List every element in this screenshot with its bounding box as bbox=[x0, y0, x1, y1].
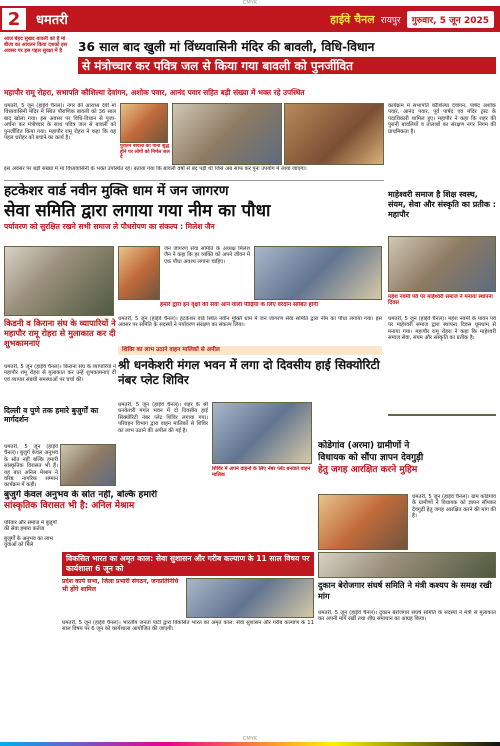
hsrp-body: धमतरी, 5 जून (हाईवे चैनल)। शहर के श्री धनकेशरी मंगल भवन में दो दिवसीय हाई सिक्योरिटी नंबर प्लेट शिविर लगाया गया। परिवहन विभाग द्वारा वाहन मालिकों से शिविर का लाभ उठाने की अपील की गई है। bbox=[118, 402, 208, 434]
lead-side-quote: आज बेहद सुखद बावली को है मां बीजा का आयतन किया दशकों इस अवसर पर इस पहल सुरक्षा में है bbox=[4, 36, 67, 55]
hsrp-highlight: शिविर का लाभ उठाने वाहन मालिकों से अपील bbox=[118, 346, 382, 356]
page-number: 2 bbox=[0, 6, 28, 32]
second-photo-group bbox=[4, 246, 114, 316]
hsrp-photo bbox=[212, 402, 312, 464]
kokhera-headline-block: कोडेगांव (अरमा) ग्रामीणों ने विधायक को सौंपा ज्ञापन देवगुड़ी हेतु जगह आरक्षित करने मुहिम bbox=[318, 441, 424, 475]
lead-subhead: महापौर रामू रोहरा, सभापति कौशिल्या देवांगन, अशोक पवार, आनंद पवार सहित बड़ी संख्या में भक्त रहे उपस्थित bbox=[4, 88, 305, 97]
bjp-banner: विकसित भारत का अमृत काल: सेवा सुशासन और गरीब कल्याण के 11 साल विषय पर कार्यशाला 6 जून को bbox=[62, 552, 314, 576]
print-mark: CMYK bbox=[242, 0, 258, 6]
section-title: धमतरी bbox=[36, 13, 68, 28]
brand-name: हाईवे चैनल bbox=[330, 12, 375, 26]
elderly-headline: बुजुर्ग केवल अनुभव के स्रोत नहीं, बल्कि हमारी सांस्कृतिक विरासत भी है: अनिल मेश्राम bbox=[4, 490, 158, 511]
elderly-bullet: बुजुर्गों के अनुभव का लाभ युवाओं को मिले bbox=[4, 535, 53, 549]
issue-date: गुरुवार, 5 जून 2025 bbox=[407, 11, 494, 28]
lead-column-2: इस अवसर पर बड़ी संख्या में मां विंध्यवासिनी के भक्त उपस्थित रहे। बताया गया कि बावली वर्षों से बंद पड़ी थी जिसे अब साफ कर पुनः उपयोग में लाया जाएगा। bbox=[4, 166, 307, 172]
lead-photo-caption: पुरातन बावली का पानी शुद्ध होने पर लोगों को निर्मल जल दें bbox=[120, 144, 170, 160]
lead-photo-main bbox=[172, 103, 282, 165]
shop-headline: दुकान बेरोजगार संघर्ष समिति ने मंत्री कश्यप के समक्ष रखी मांग bbox=[318, 580, 492, 601]
lead-continued bbox=[388, 166, 496, 188]
second-highlight: हमारे द्वारा इन वृक्षों की सेवा आने वाली पीढ़ियों के लिए वरदान साबित होगी bbox=[160, 302, 318, 308]
second-headline: हटकेशर वार्ड नवीन मुक्ति धाम में जन जागरण सेवा समिति द्वारा लगाया गया नीम का पौधा पर्यावरण को सुरक्षित रखने सभी समाज ले पौधरोपण का संकल्प : मिलेश जैन bbox=[4, 183, 271, 231]
second-portrait bbox=[118, 246, 160, 300]
lead-photo-small bbox=[120, 103, 168, 143]
elderly-body: धमतरी, 5 जून (हाईवे चैनल)। बुजुर्ग केवल अनुभव के स्रोत नहीं बल्कि हमारी सांस्कृतिक विरासत भी हैं। यह बात अनिल मेश्राम ने वरिष्ठ नागरिक सम्मान कार्यक्रम में कही। bbox=[4, 444, 58, 488]
print-mark-bottom: CMYK bbox=[242, 736, 258, 742]
elderly-bullets bbox=[4, 520, 58, 580]
hsrp-caption: शिविर में अपने वाहनों के लिए नंबर प्लेट बनवाते वाहन मालिक bbox=[212, 466, 311, 478]
bjp-sub: प्रदेश कार्य सभा, जिला प्रभारी संगठन, जनप्रतिनिधि भी होंगे शामिल bbox=[62, 578, 179, 593]
second-photo-planting bbox=[254, 246, 382, 300]
masthead bbox=[0, 6, 500, 32]
city-name: रायपुर bbox=[380, 15, 401, 26]
shop-photo bbox=[318, 552, 496, 578]
shop-body: धमतरी, 5 जून (हाईवे चैनल)। दुकान बेरोजगार संघर्ष समिति के सदस्यों ने मंत्री से मुलाकात कर अपनी मांगें रखीं तथा शीघ्र समाधान का आग्रह किया। bbox=[318, 610, 496, 623]
color-bar bbox=[0, 742, 500, 746]
bjp-body: धमतरी, 5 जून (हाईवे चैनल)। भारतीय जनता पार्टी द्वारा विकसित भारत का अमृत काल: सेवा सुशासन और गरीब कल्याण के 11 साल विषय पर 6 जून को कार्यशाला आयोजित की जाएगी। bbox=[62, 620, 314, 633]
second-quote: जन जागरण सेवा समिति के अध्यक्ष मिलेश जैन ने कहा कि हर व्यक्ति को अपने जीवन में एक पौधा अवश्य लगाना चाहिए। bbox=[164, 246, 250, 265]
mahesh-headline: माहेश्वरी समाज है शिक्ष स्वस्थ, संयम, सेवा और संस्कृति का प्रतीक : महापौर bbox=[388, 190, 496, 219]
kirana-body: धमतरी, 5 जून (हाईवे चैनल)। किराना संघ के व्यापारियों ने महापौर रामू रोहरा से मुलाकात कर उन्हें शुभकामनाएं दीं एवं व्यापार संबंधी समस्याओं पर चर्चा की। bbox=[4, 364, 116, 383]
elderly-bullet: परिवार और समाज में बुजुर्गों की सेवा हमारा कर्तव्य bbox=[4, 520, 57, 533]
bjp-photos bbox=[186, 578, 314, 618]
elderly-body-2 bbox=[4, 584, 58, 732]
lead-photo-ritual bbox=[284, 103, 384, 165]
kirana-headline: किडनी व किराना संघ के व्यापारियों ने महापौर रामू रोहरा से मुलाकात कर दी शुभकामनाएं bbox=[4, 318, 116, 349]
second-body: धमतरी, 5 जून (हाईवे चैनल)। हटकेशर वार्ड स्थित नवीन मुक्ति धाम में जन जागरण सेवा समिति द्वारा नीम का पौधा लगाया गया। इस अवसर पर समिति के सदस्यों ने पर्यावरण संरक्षण का संकल्प लिया। bbox=[118, 316, 382, 329]
hsrp-headline: श्री धनकेशरी मंगल भवन में लगा दो दिवसीय हाई सिक्योरिटी नंबर प्लेट शिविर bbox=[118, 358, 380, 387]
lead-column-3: कार्यक्रम में सभापति कौशिल्या देवांगन, पार्षद अशोक पवार, आनंद पवार, पूर्व पार्षद एवं मंदिर ट्रस्ट के पदाधिकारी शामिल हुए। महापौर ने कहा कि शहर की पुरानी बावलियों व तालाबों का संरक्षण नगर निगम की प्राथमिकता है। bbox=[388, 103, 496, 135]
mahesh-subquote: महेश नवमी पर्व पर माहेश्वरी समाज ने मनाया स्थापना दिवस bbox=[388, 294, 493, 307]
mahesh-body: धमतरी, 5 जून (हाईवे चैनल)। महेश नवमी के पावन पर्व पर माहेश्वरी समाज द्वारा स्थापना दिवस धूमधाम से मनाया गया। महापौर रामू रोहरा ने कहा कि माहेश्वरी समाज सेवा, संयम और संस्कृति का प्रतीक है। bbox=[388, 316, 496, 342]
elderly-photo bbox=[60, 444, 116, 486]
kokhera-body: धमतरी, 5 जून (हाईवे चैनल)। ग्राम कोडेगांव के ग्रामीणों ने विधायक को ज्ञापन सौंपकर देवगुड़ी हेतु जगह आरक्षित करने की मांग की है। bbox=[412, 494, 496, 520]
lead-headline: 36 साल बाद खुली मां विंध्यवासिनी मंदिर की बावली, विधि-विधान से मंत्रोच्चार कर पवित्र जल से किया गया बावली को पुनर्जीवित bbox=[78, 40, 496, 88]
mahesh-photo bbox=[388, 236, 496, 292]
elderly-sub: दिल्ली व पुणे तक हमारे बुजुर्गों का मार्गदर्शन bbox=[4, 406, 99, 425]
lead-column-1: धमतरी, 5 जून (हाईवे चैनल)। नगर की आराध्य देवी मां विंध्यवासिनी मंदिर में स्थित पौराणिक बावली को 36 साल बाद खोला गया। इस अवसर पर विधि-विधान से पूजा-अर्चना कर मंत्रोच्चार के साथ पवित्र जल से बावली को पुनर्जीवित किया गया। महापौर रामू रोहरा ने कहा कि यह पहल धरोहर को बचाने का कार्य है। bbox=[4, 103, 116, 142]
